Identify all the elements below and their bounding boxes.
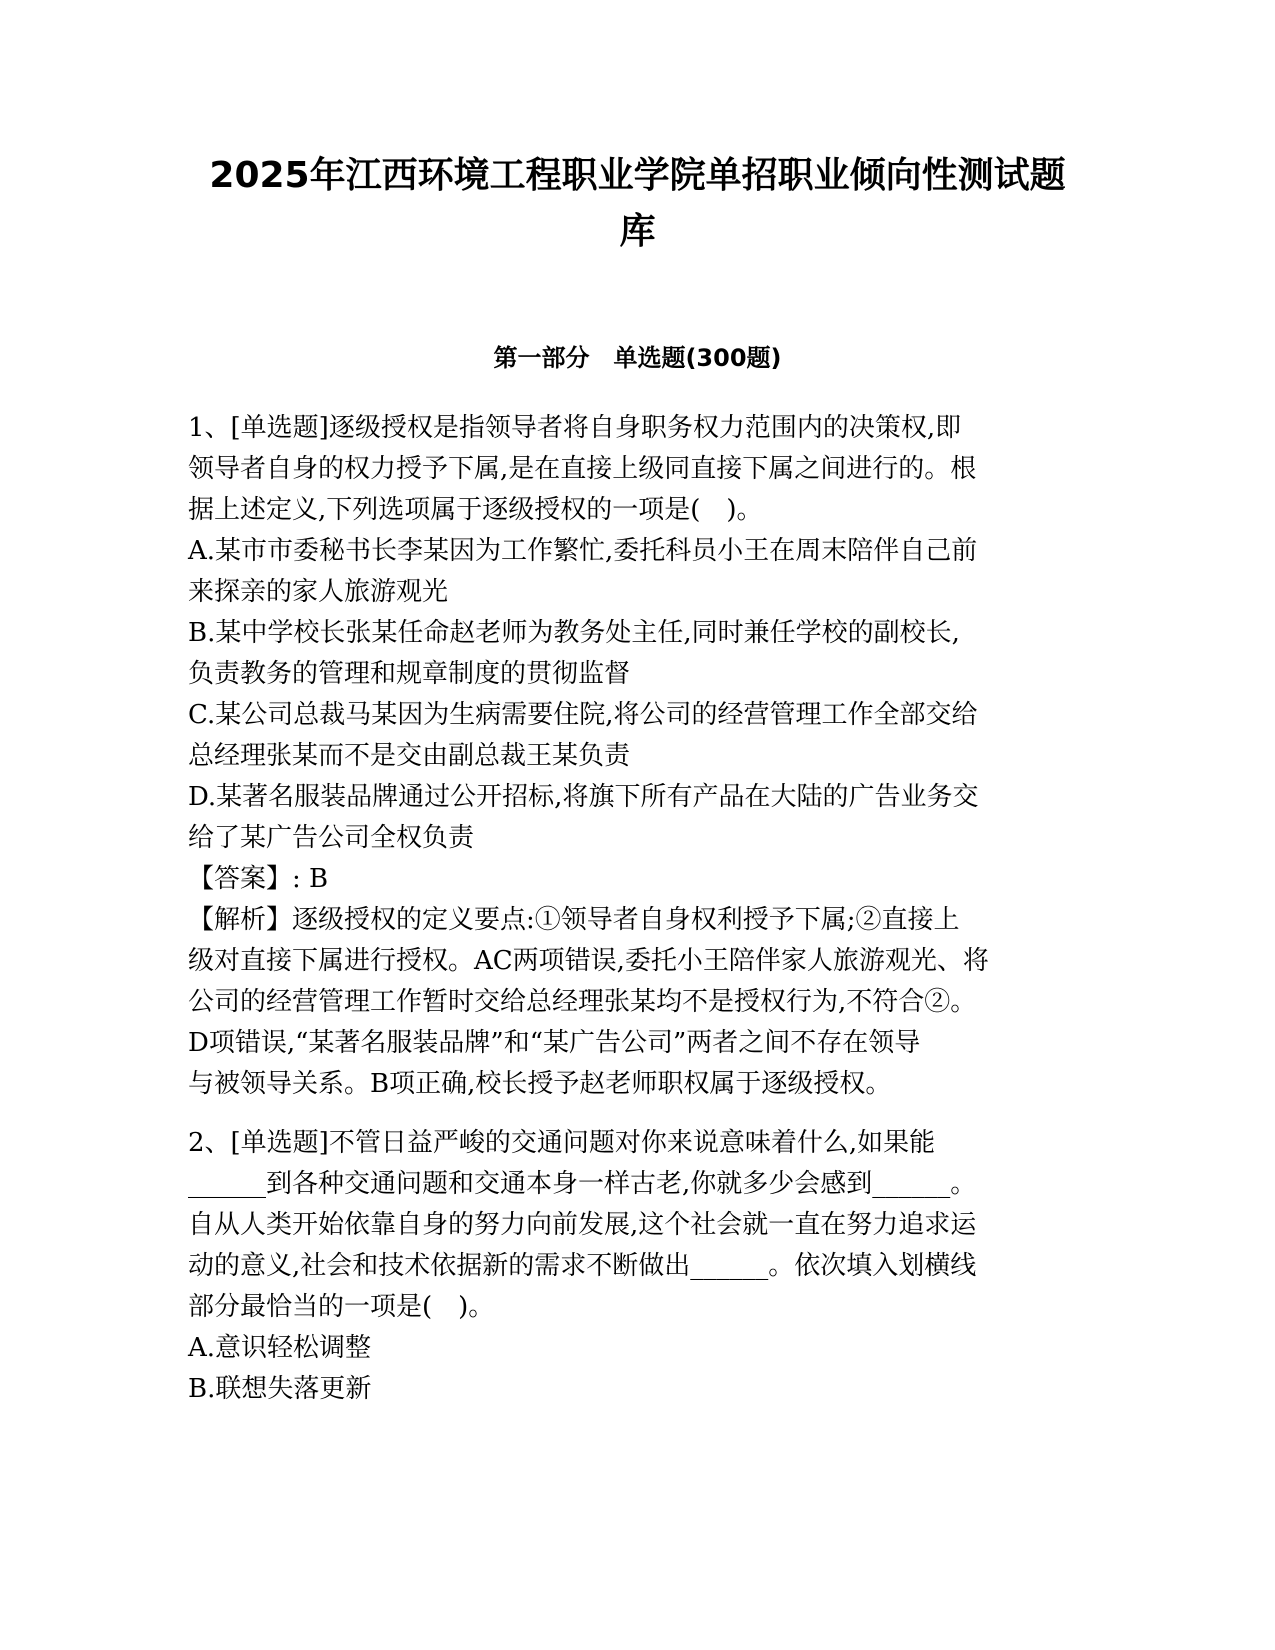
- question-2-stem: 2、[单选题]不管日益严峻的交通问题对你来说意味着什么,如果能 ______到各种交通问题和交通本身一样古老,你就多少会感到______。 自从人类开始依靠自身的努力向前发展,这个社会就一直在努力追求运 动的意义,社会和技术依据新的需求不断做出______。依次填入划横线 部分最恰当的一项是( )。: [188, 1128, 977, 1322]
- question-1-option-b: B.某中学校长张某任命赵老师为教务处主任,同时兼任学校的副校长, 负责教务的管理和规章制度的贯彻监督: [188, 618, 960, 689]
- question-2-option-b: B.联想失落更新: [188, 1374, 372, 1404]
- question-1-stem: 1、[单选题]逐级授权是指领导者将自身职务权力范围内的决策权,即 领导者自身的权力授予下属,是在直接上级同直接下属之间进行的。根 据上述定义,下列选项属于逐级授权的一项是( )。: [188, 413, 977, 525]
- question-separator: [188, 1105, 1088, 1123]
- document-title: [180, 148, 1095, 260]
- question-1-option-d: D.某著名服装品牌通过公开招标,将旗下所有产品在大陆的广告业务交 给了某广告公司全权负责: [188, 782, 979, 853]
- question-1-answer: 【答案】: B: [188, 864, 329, 894]
- question-1-analysis: 【解析】逐级授权的定义要点:①领导者自身权利授予下属;②直接上 级对直接下属进行授权。AC两项错误,委托小王陪伴家人旅游观光、将 公司的经营管理工作暂时交给总经理张某均不是授权行为,不符合②。 D项错误,“某著名服装品牌”和“某广告公司”两者之间不存在领导 与被领导关系。B项正确,校长授予赵老师职权属于逐级授权。: [188, 905, 989, 1099]
- question-2: [188, 1123, 1088, 1410]
- section-title: 第一部分 单选题(300题): [493, 344, 782, 372]
- question-list: [188, 408, 1088, 1410]
- title-line-2: 库: [619, 211, 656, 252]
- question-1: [188, 408, 1088, 1105]
- question-1-option-a: A.某市市委秘书长李某因为工作繁忙,委托科员小王在周末陪伴自己前 来探亲的家人旅游观光: [188, 536, 978, 607]
- question-2-option-a: A.意识轻松调整: [188, 1333, 372, 1363]
- question-1-option-c: C.某公司总裁马某因为生病需要住院,将公司的经营管理工作全部交给 总经理张某而不是交由副总裁王某负责: [188, 700, 978, 771]
- title-line-1: 2025年江西环境工程职业学院单招职业倾向性测试题: [209, 155, 1066, 196]
